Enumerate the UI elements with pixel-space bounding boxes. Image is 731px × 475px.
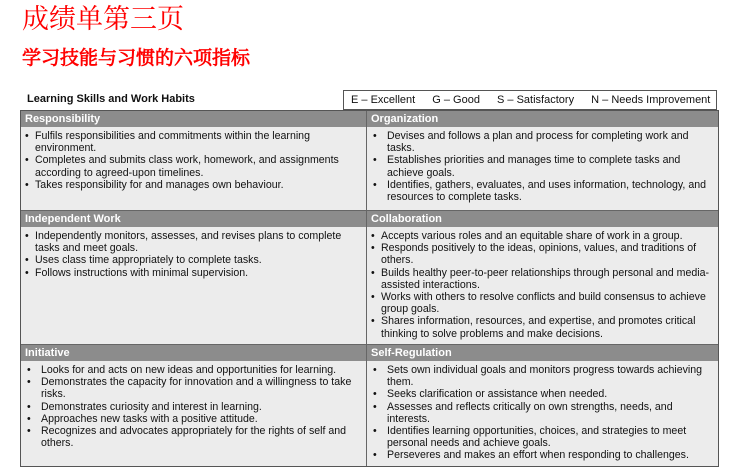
list-item: • Shares information, resources, and expertise, and promotes critical thinking to solve problems and make decisions. [371, 315, 710, 339]
list-item: • Devises and follows a plan and process for completing work and tasks. [371, 130, 710, 154]
legend-good: G – Good [432, 94, 480, 106]
section-independent-work [21, 211, 367, 345]
page-title: 成绩单第三页 [22, 4, 184, 35]
list-item: • Demonstrates curiosity and interest in learning. [25, 401, 358, 413]
section-initiative [21, 345, 367, 466]
section-header: Organization [367, 111, 718, 127]
list-item: • Uses class time appropriately to complete tasks. [25, 254, 358, 266]
section-responsibility [21, 111, 367, 211]
legend-satisfactory: S – Satisfactory [497, 94, 575, 106]
legend-excellent: E – Excellent [351, 94, 416, 106]
list-item: • Assesses and reflects critically on own strengths, needs, and interests. [371, 401, 710, 425]
list-item: • Independently monitors, assesses, and revises plans to complete tasks and meet goals. [25, 230, 358, 254]
section-body [21, 361, 366, 466]
section-self-regulation [367, 345, 718, 466]
section-header: Independent Work [21, 211, 366, 227]
list-item: • Builds healthy peer-to-peer relationships through personal and media-assisted interactions. [371, 267, 710, 291]
section-header: Responsibility [21, 111, 366, 127]
list-item: • Looks for and acts on new ideas and opportunities for learning. [25, 364, 358, 376]
list-item: • Sets own individual goals and monitors progress towards achieving them. [371, 364, 710, 388]
list-item: • Identifies learning opportunities, choices, and strategies to meet personal needs and achieve goals. [371, 425, 710, 449]
list-item: • Demonstrates the capacity for innovation and a willingness to take risks. [25, 376, 358, 400]
page-subtitle: 学习技能与习惯的六项指标 [22, 47, 251, 69]
list-item: • Takes responsibility for and manages own behaviour. [25, 179, 358, 191]
rating-legend [343, 90, 717, 110]
list-item: • Completes and submits class work, homework, and assignments according to agreed-upon timelines. [25, 154, 358, 178]
legend-needs-improvement: N – Needs Improvement [591, 94, 711, 106]
section-body [367, 361, 718, 466]
list-item: • Identifies, gathers, evaluates, and uses information, technology, and resources to complete tasks. [371, 179, 710, 203]
table-title: Learning Skills and Work Habits [27, 93, 195, 105]
list-item: • Approaches new tasks with a positive attitude. [25, 413, 358, 425]
list-item: • Fulfils responsibilities and commitments within the learning environment. [25, 130, 358, 154]
list-item: • Follows instructions with minimal supervision. [25, 267, 358, 279]
list-item: • Establishes priorities and manages time to complete tasks and achieve goals. [371, 154, 710, 178]
section-body [367, 227, 718, 344]
section-body [21, 127, 366, 210]
list-item: • Responds positively to the ideas, opinions, values, and traditions of others. [371, 242, 710, 266]
section-body [21, 227, 366, 344]
section-organization [367, 111, 718, 211]
list-item: • Accepts various roles and an equitable share of work in a group. [371, 230, 710, 242]
section-body [367, 127, 718, 210]
section-header: Self-Regulation [367, 345, 718, 361]
skills-table [20, 110, 719, 467]
section-header: Initiative [21, 345, 366, 361]
section-collaboration [367, 211, 718, 345]
list-item: • Seeks clarification or assistance when needed. [371, 388, 710, 400]
section-header: Collaboration [367, 211, 718, 227]
list-item: • Perseveres and makes an effort when responding to challenges. [371, 449, 710, 461]
list-item: • Works with others to resolve conflicts and build consensus to achieve group goals. [371, 291, 710, 315]
list-item: • Recognizes and advocates appropriately for the rights of self and others. [25, 425, 358, 449]
